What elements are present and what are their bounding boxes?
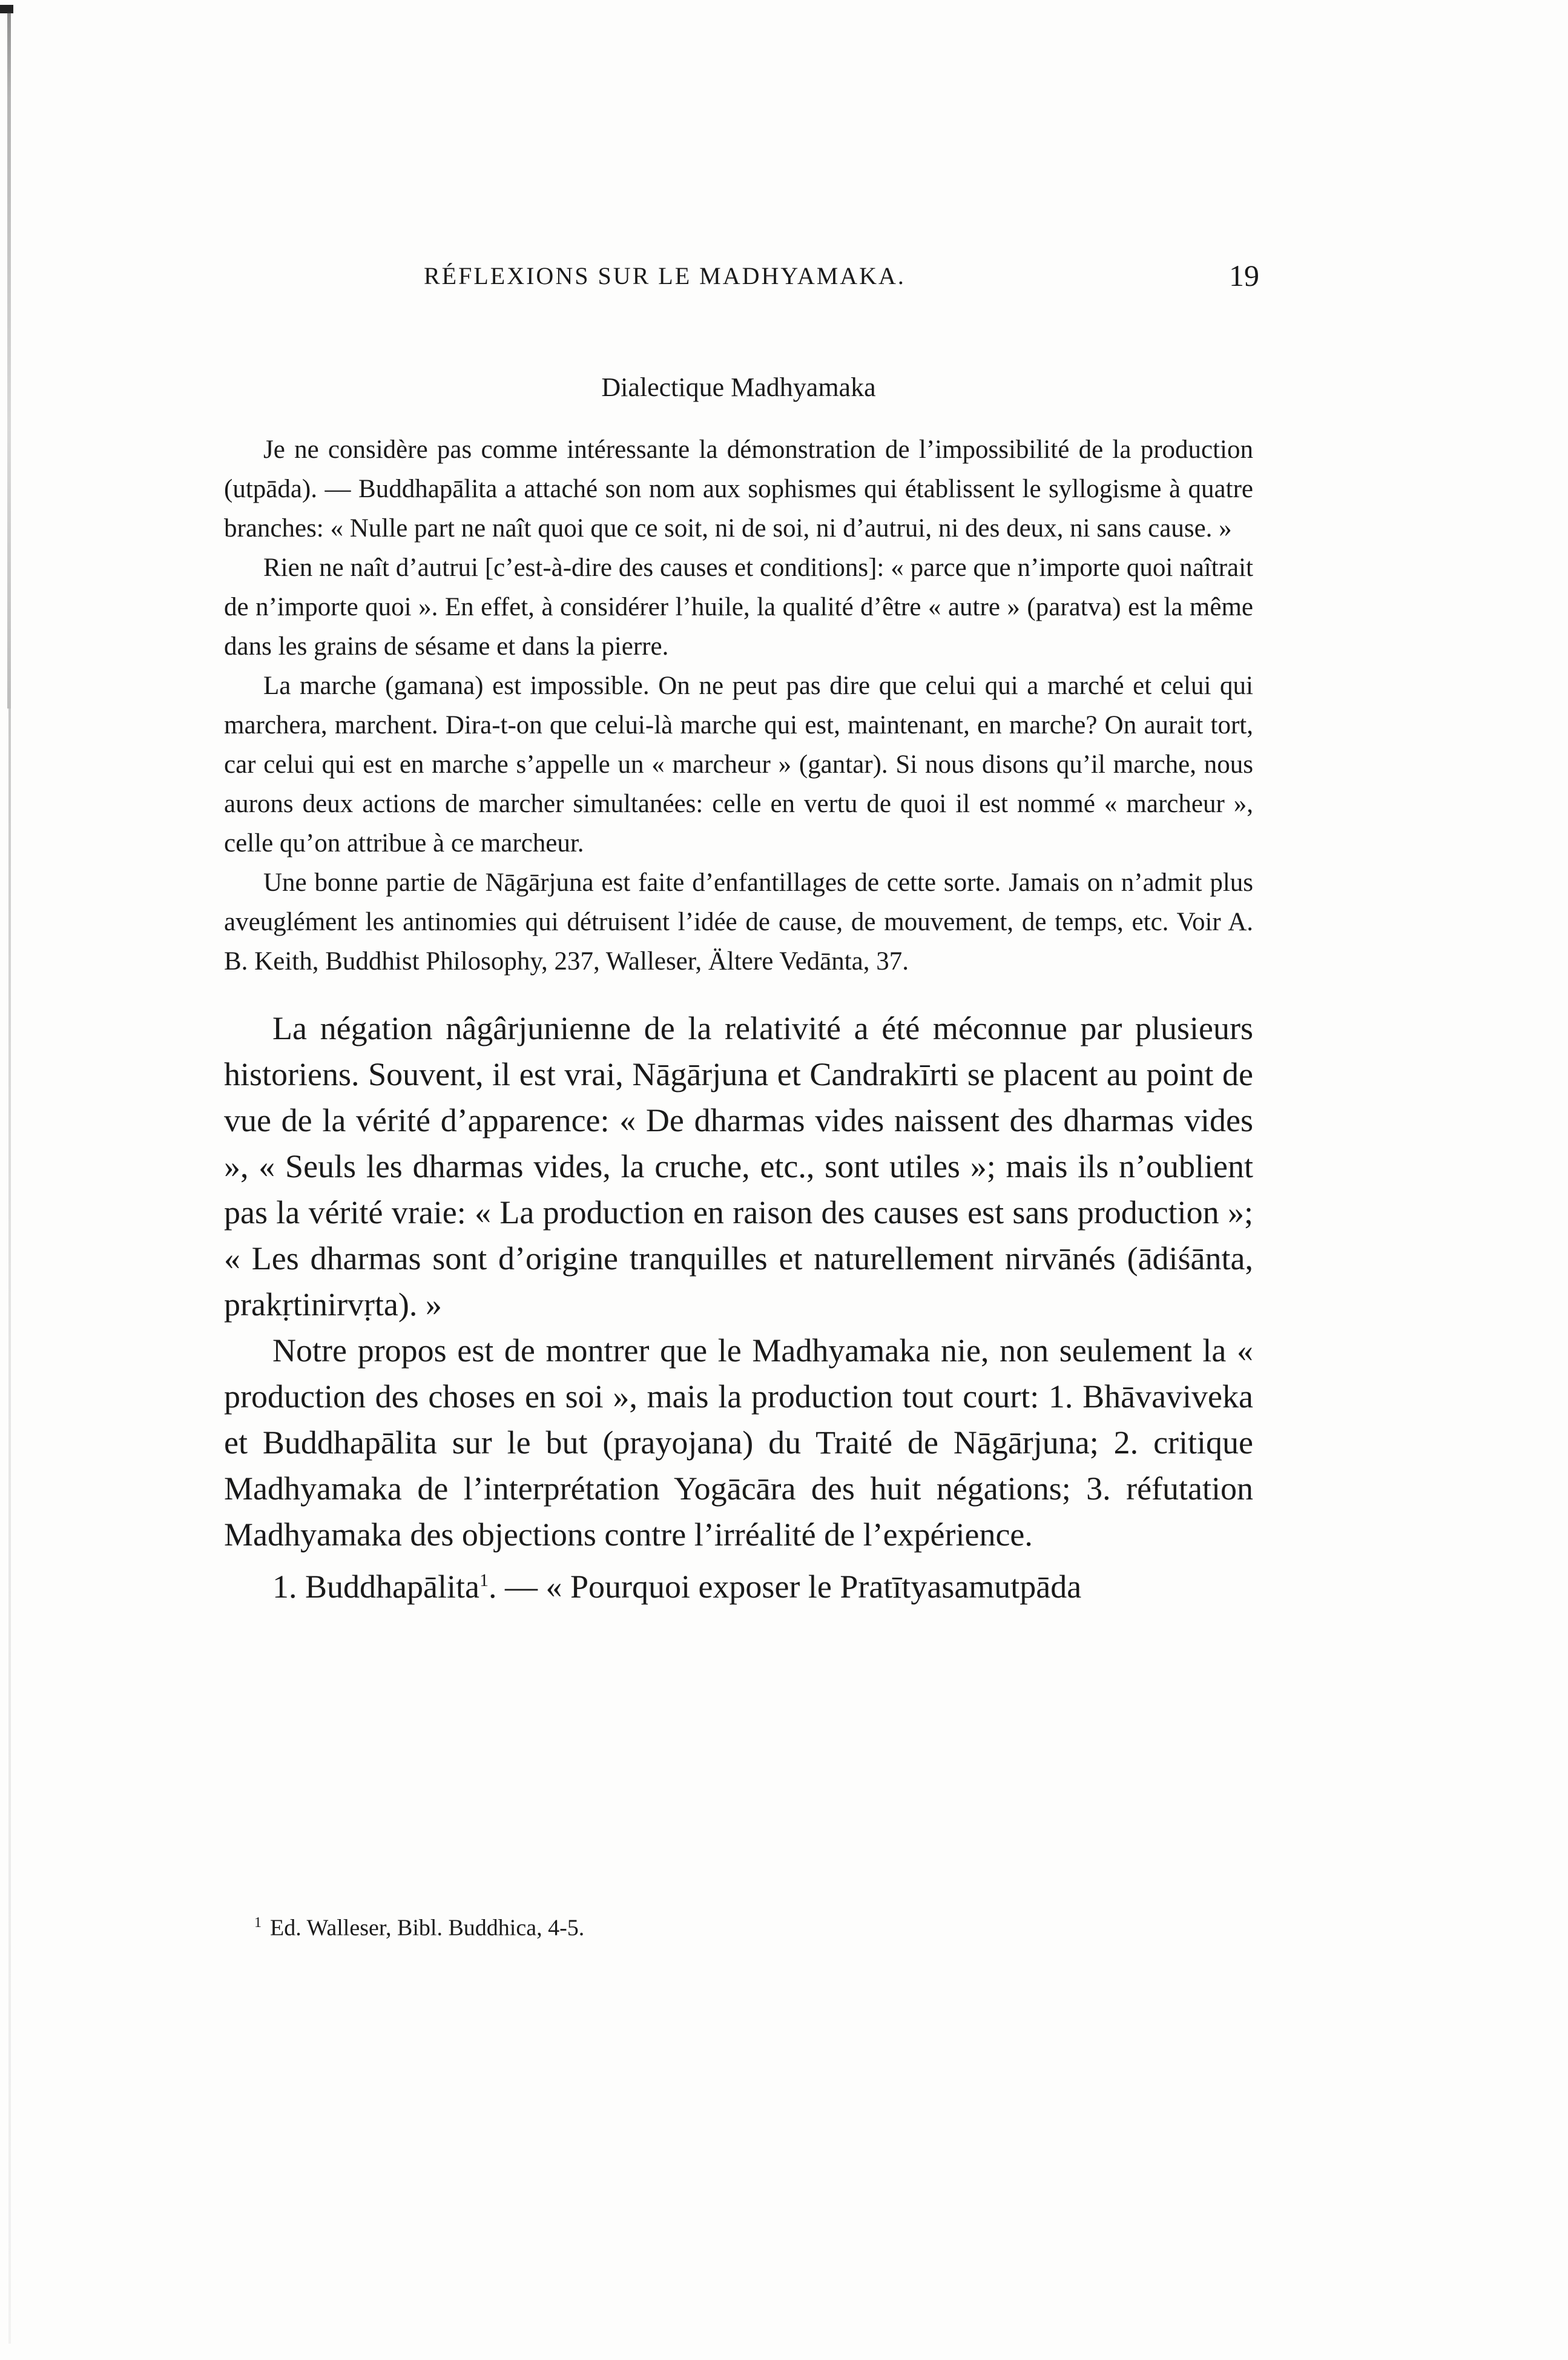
scan-edge-mark xyxy=(0,5,13,13)
paragraph-main-2: Notre propos est de montrer que le Madhyamaka nie, non seulement la « production des choses en soi », mais la production tout court: 1. Bhāvaviveka et Buddhapālita sur le but (prayojana) du Traité de Nāgārjuna; 2. critique Madhyamaka de l’interprétation Yogācāra des huit négations; 3. réfutation Madhyamaka des objections contre l’irréalité de l’expérience. xyxy=(224,1332,1253,1553)
footnote-reference: 1 xyxy=(479,1570,489,1590)
page-body xyxy=(224,369,1253,1610)
scan-binding-edge-lower xyxy=(8,709,11,2344)
section-heading: Dialectique Madhyamaka xyxy=(601,372,876,402)
footnote xyxy=(254,1908,1223,1943)
footnote-text: Ed. Walleser, Bibl. Buddhica, 4-5. xyxy=(270,1915,585,1941)
paragraph-main-3-start: 1. Buddhapālita xyxy=(272,1568,479,1605)
paragraph-main-1: La négation nâgârjunienne de la relativité a été méconnue par plusieurs historiens. Souvent, il est vrai, Nāgārjuna et Candrakīrti se placent au point de vue de la vérité d’apparence: « De dharmas vides naissent des dharmas vides », « Seuls les dharmas vides, la cruche, etc., sont utiles »; mais ils n’oublient pas la vérité vraie: « La production en raison des causes est sans production »; « Les dharmas sont d’origine tranquilles et naturellement nirvānés (ādiśānta, prakṛtinirvṛta). » xyxy=(224,1010,1253,1323)
paragraph-small-1: Je ne considère pas comme intéressante la démonstration de l’impossibilité de la production (utpāda). — Buddhapālita a attaché son nom aux sophismes qui établissent le syllogisme à quatre branches: « Nulle part ne naît quoi que ce soit, ni de soi, ni d’autrui, ni des deux, ni sans cause. » xyxy=(224,435,1253,543)
running-title: RÉFLEXIONS SUR LE MADHYAMAKA. xyxy=(424,262,906,289)
page-header xyxy=(424,259,1259,298)
paragraph-main-3 xyxy=(224,1558,1253,1610)
scan-binding-edge xyxy=(7,12,11,709)
paragraph-small-3: La marche (gamana) est impossible. On ne peut pas dire que celui qui a marché et celui qui marchera, marchent. Dira-t-on que celui-là marche qui est, maintenant, en marche? On aurait tort, car celui qui est en marche s’appelle un « marcheur » (gantar). Si nous disons qu’il marche, nous aurons deux actions de marcher simultanées: celle en vertu de quoi il est nommé « marcheur », celle qu’on attribue à ce marcheur. xyxy=(224,672,1253,858)
paragraph-gap xyxy=(224,981,1253,1005)
footnote-marker: 1 xyxy=(254,1915,262,1931)
paragraph-main-3-end: . — « Pourquoi exposer le Pratītyasamutpāda xyxy=(488,1568,1082,1605)
paragraph-small-2: Rien ne naît d’autrui [c’est-à-dire des causes et conditions]: « parce que n’importe quoi naîtrait de n’importe quoi ». En effet, à considérer l’huile, la qualité d’être « autre » (paratva) est la même dans les grains de sésame et dans la pierre. xyxy=(224,554,1253,661)
page-number: 19 xyxy=(1229,259,1259,293)
paragraph-small-4: Une bonne partie de Nāgārjuna est faite d’enfantillages de cette sorte. Jamais on n’admit plus aveuglément les antinomies qui détruisent l’idée de cause, de mouvement, de temps, etc. Voir A. B. Keith, Buddhist Philosophy, 237, Walleser, Ältere Vedānta, 37. xyxy=(224,868,1253,976)
